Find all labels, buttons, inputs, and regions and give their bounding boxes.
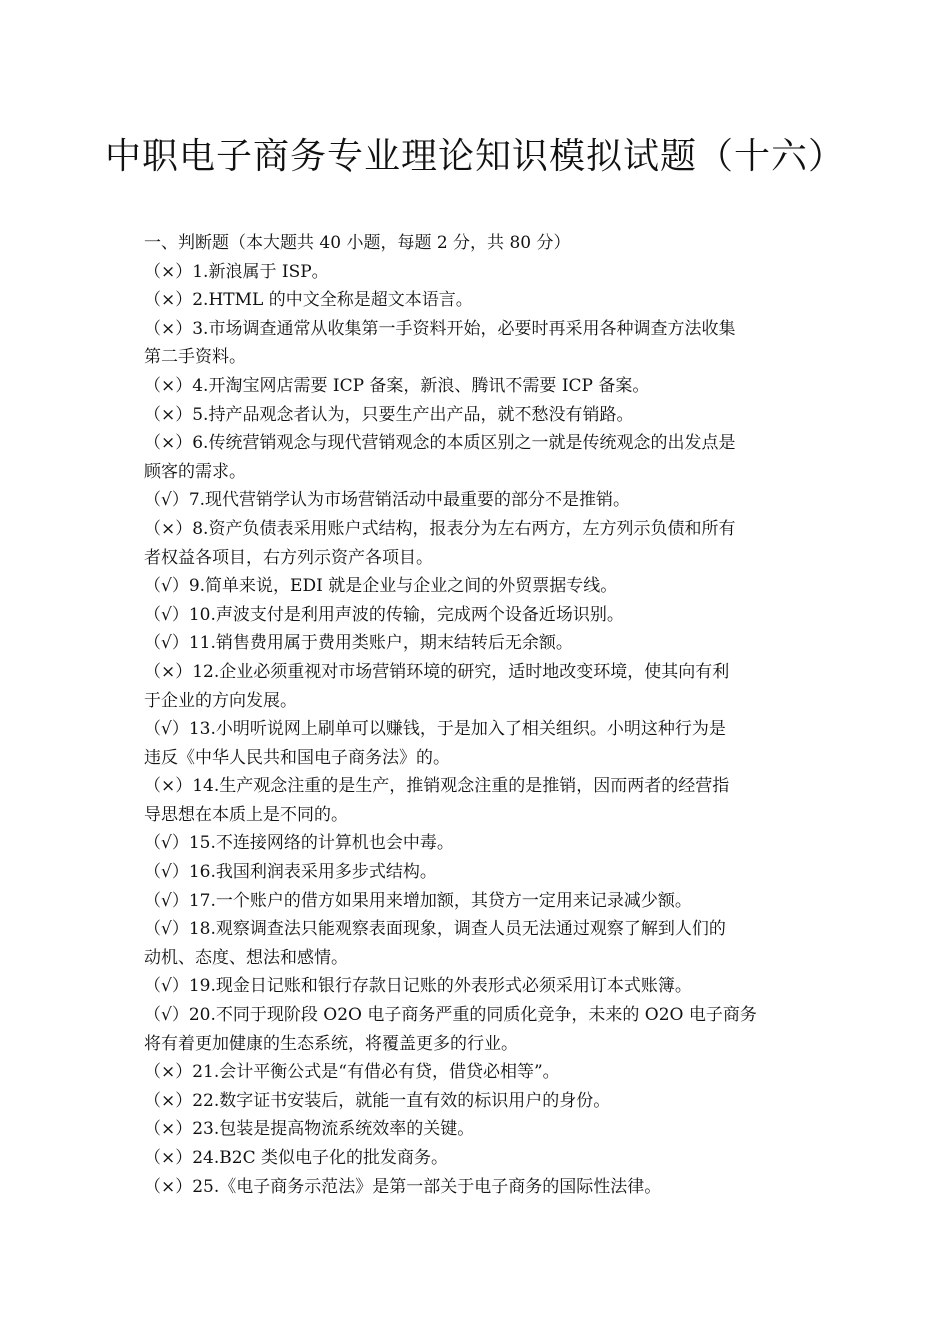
question-line: （×）22.数字证书安装后，就能一直有效的标识用户的身份。 bbox=[144, 1090, 611, 1111]
question-section bbox=[144, 229, 814, 1201]
question-line: （√）7.现代营销学认为市场营销活动中最重要的部分不是推销。 bbox=[144, 490, 631, 511]
question-line: （√）17.一个账户的借方如果用来增加额，其贷方一定用来记录减少额。 bbox=[144, 890, 692, 911]
question-item bbox=[144, 1144, 814, 1173]
question-line: （×）8.资产负债表采用账户式结构，报表分为左右两方，左方列示负债和所有 bbox=[144, 518, 736, 539]
question-line: （√）13.小明听说网上刷单可以赚钱，于是加入了相关组织。小明这种行为是 bbox=[144, 719, 726, 740]
question-list bbox=[144, 258, 814, 1202]
question-line: （×）2.HTML 的中文全称是超文本语言。 bbox=[144, 290, 473, 311]
question-line: 动机、态度、想法和感情。 bbox=[144, 947, 348, 968]
question-line: （√）18.观察调查法只能观察表面现象，调查人员无法通过观察了解到人们的 bbox=[144, 919, 726, 940]
question-item bbox=[144, 429, 814, 486]
question-item bbox=[144, 515, 814, 572]
question-item bbox=[144, 1115, 814, 1144]
question-line: （×）12.企业必须重视对市场营销环境的研究，适时地改变环境，使其向有利 bbox=[144, 661, 730, 682]
question-line: （√）16.我国利润表采用多步式结构。 bbox=[144, 862, 437, 883]
question-item bbox=[144, 629, 814, 658]
question-item bbox=[144, 829, 814, 858]
question-item bbox=[144, 315, 814, 372]
section-heading: 一、判断题（本大题共 40 小题，每题 2 分，共 80 分） bbox=[144, 233, 571, 253]
question-line: （√）19.现金日记账和银行存款日记账的外表形式必须采用订本式账簿。 bbox=[144, 976, 692, 997]
question-item bbox=[144, 715, 814, 772]
question-line: （×）3.市场调查通常从收集第一手资料开始，必要时再采用各种调查方法收集 bbox=[144, 318, 736, 339]
question-line: （×）5.持产品观念者认为，只要生产出产品，就不愁没有销路。 bbox=[144, 404, 634, 425]
question-line: （×）14.生产观念注重的是生产，推销观念注重的是推销，因而两者的经营指 bbox=[144, 776, 730, 797]
question-item bbox=[144, 915, 814, 972]
question-line: （×）23.包装是提高物流系统效率的关键。 bbox=[144, 1119, 475, 1140]
question-line: （×）25.《电子商务示范法》是第一部关于电子商务的国际性法律。 bbox=[144, 1176, 662, 1197]
question-item bbox=[144, 401, 814, 430]
question-item bbox=[144, 972, 814, 1001]
question-line: 将有着更加健康的生态系统，将覆盖更多的行业。 bbox=[144, 1033, 518, 1054]
question-line: 违反《中华人民共和国电子商务法》的。 bbox=[144, 747, 450, 768]
question-item bbox=[144, 601, 814, 630]
question-line: （×）21.会计平衡公式是“有借必有贷，借贷必相等”。 bbox=[144, 1062, 560, 1083]
question-line: 导思想在本质上是不同的。 bbox=[144, 804, 348, 825]
question-item bbox=[144, 258, 814, 287]
question-item bbox=[144, 486, 814, 515]
question-line: 第二手资料。 bbox=[144, 347, 246, 368]
question-line: （×）6.传统营销观念与现代营销观念的本质区别之一就是传统观念的出发点是 bbox=[144, 433, 736, 454]
question-item bbox=[144, 1087, 814, 1116]
question-line: （√）9.简单来说，EDI 就是企业与企业之间的外贸票据专线。 bbox=[144, 576, 618, 597]
question-item bbox=[144, 572, 814, 601]
question-item bbox=[144, 1001, 814, 1058]
page-title: 中职电子商务专业理论知识模拟试题（十六） bbox=[104, 136, 845, 177]
question-item bbox=[144, 372, 814, 401]
question-item bbox=[144, 1058, 814, 1087]
question-line: 者权益各项目，右方列示资产各项目。 bbox=[144, 547, 433, 568]
question-line: 顾客的需求。 bbox=[144, 461, 246, 482]
question-item bbox=[144, 858, 814, 887]
question-item bbox=[144, 887, 814, 916]
question-line: （√）20.不同于现阶段 O2O 电子商务严重的同质化竞争，未来的 O2O 电子商务 bbox=[144, 1005, 757, 1026]
question-line: （×）1.新浪属于 ISP。 bbox=[144, 261, 329, 282]
question-item bbox=[144, 772, 814, 829]
question-line: （×）24.B2C 类似电子化的批发商务。 bbox=[144, 1148, 448, 1168]
question-item bbox=[144, 658, 814, 715]
question-line: （×）4.开淘宝网店需要 ICP 备案，新浪、腾讯不需要 ICP 备案。 bbox=[144, 375, 650, 396]
question-line: （√）11.销售费用属于费用类账户，期末结转后无余额。 bbox=[144, 633, 573, 654]
question-line: 于企业的方向发展。 bbox=[144, 690, 297, 711]
question-item bbox=[144, 1173, 814, 1202]
question-line: （√）15.不连接网络的计算机也会中毒。 bbox=[144, 833, 454, 854]
question-line: （√）10.声波支付是利用声波的传输，完成两个设备近场识别。 bbox=[144, 604, 624, 625]
question-item bbox=[144, 286, 814, 315]
